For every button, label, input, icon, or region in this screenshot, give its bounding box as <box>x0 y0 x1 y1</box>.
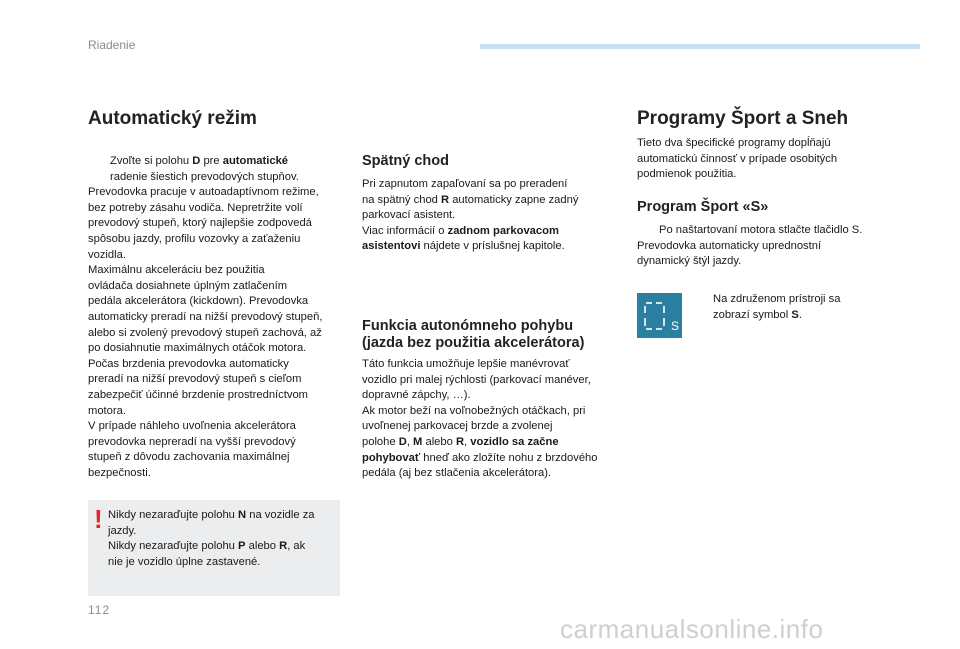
warning-box <box>88 500 340 596</box>
automatic-mode-text: Prevodovka pracuje v autoadaptívnom režime, bez potreby zásahu vodiča. Nepretržite volí prevodový stupeň, ktorý najlepšie zodpovedá spôsobu jazdy, profilu vozovky a zaťaženiu vozidla. Maximálnu akceleráciu bez použitia ovládača dosiahnete úplným zatlačením pedála akcelerátora (kickdown). Prevodovka automaticky preradí na nižší prevodový stupeň, alebo si zvolený prevodový stupeň zachová, až po dosiahnutie maximálnych otáčok motora. Počas brzdenia prevodovka automaticky preradí na nižší prevodový stupeň s cieľom zabezpečiť účinné brzdenie prostredníctvom motora. V prípade náhleho uvoľnenia akcelerátora prevodovka nepreradí na vyšší prevodový stupeň z dôvodu zachovania maximálnej bezpečnosti. <box>88 186 323 479</box>
ds-icon-letter: S <box>671 319 680 333</box>
sport-snow-intro: Tieto dva špecifické programy dopĺňajú automatickú činnosť v prípade osobitých podmienok použitia. <box>637 137 838 181</box>
bullet-select-d: Zvoľte si polohu D pre automatické radenie šiestich prevodových stupňov. <box>110 155 299 183</box>
display-symbol-text: Na združenom prístroji sa zobrazí symbol S. <box>713 293 841 321</box>
reverse-text: Pri zapnutom zapaľovaní sa po preradení na spätný chod R automaticky zapne zadný parkovací asistent. Viac informácií o zadnom parkovacom asistentovi nájdete v príslušnej kapitole. <box>362 178 579 253</box>
bullet-press-s: Po naštartovaní motora stlačte tlačidlo S. <box>659 224 863 236</box>
title-automatic-mode: Automatický režim <box>88 108 257 129</box>
title-reverse: Spätný chod <box>362 153 450 169</box>
watermark: carmanualsonline.info <box>560 614 824 644</box>
warning-text: Nikdy nezaraďujte polohu N na vozidle za jazdy. Nikdy nezaraďujte polohu P alebo R, ak nie je vozidlo úplne zastavené. <box>108 509 315 568</box>
title-sport-program: Program Šport «S» <box>637 199 769 215</box>
title-creep-function: Funkcia autonómneho pohybu (jazda bez použitia akcelerátora) <box>362 318 585 351</box>
warning-icon: ! <box>94 504 103 534</box>
sport-program-body <box>637 223 907 270</box>
page-number: 112 <box>88 603 111 617</box>
creep-text: Táto funkcia umožňuje lepšie manévrovať vozidlo pri malej rýchlosti (parkovací manéver, dopravné zápchy, …). Ak motor beží na voľnobežných otáčkach, pri uvoľnenej parkovacej brzde a zvolenej polohe D, M alebo R, vozidlo sa začne pohybovať hneď ako zložíte nohu z brzdového pedála (aj bez stlačenia akcelerátora). <box>362 358 598 480</box>
header-bar <box>480 44 920 49</box>
section-label: Riadenie <box>88 38 136 52</box>
automatic-mode-body <box>88 154 343 481</box>
title-sport-snow: Programy Šport a Sneh <box>637 108 849 129</box>
sport-program-text: Prevodovka automaticky uprednostní dynamický štýl jazdy. <box>637 239 822 268</box>
ds-sport-mode-icon <box>637 293 682 338</box>
